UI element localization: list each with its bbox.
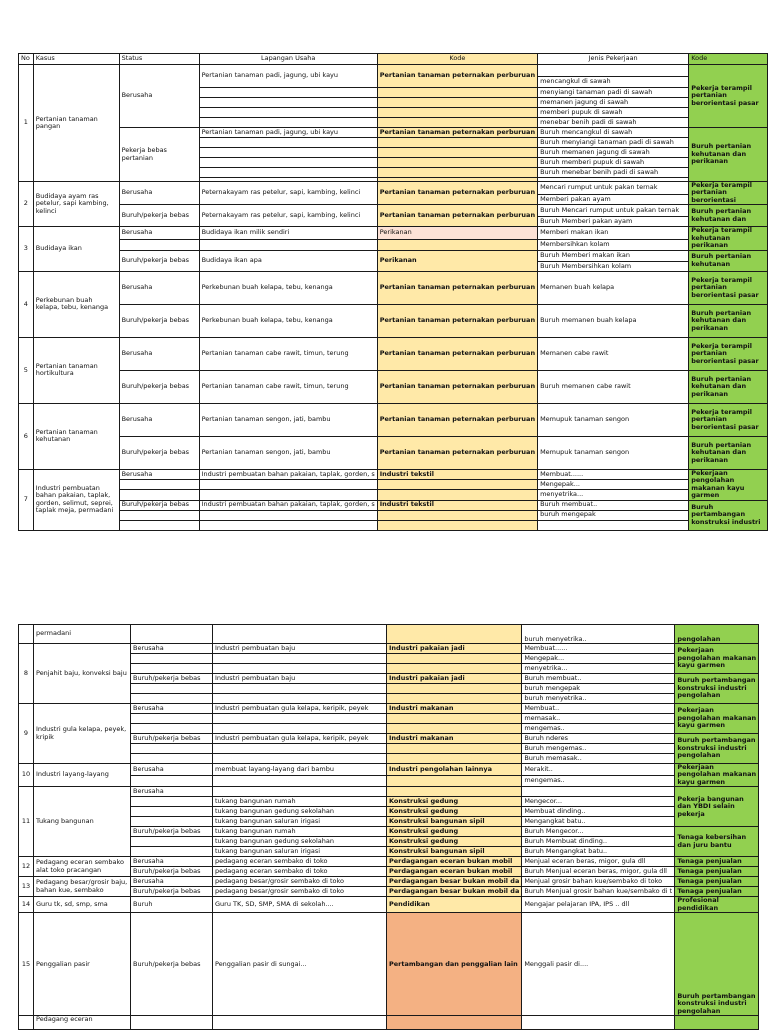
kode-cell: Konstruksi bangunan sipil (387, 847, 522, 857)
lapangan-usaha-cell (199, 480, 377, 490)
kasus-cell: Pedagang besar/grosir baju, bahan kue, sembako (34, 877, 131, 897)
jenis-pekerjaan-cell (538, 520, 689, 530)
kode-2-cell: Buruh pertanian kehutanan dan perikanan (689, 304, 768, 337)
kode-cell (387, 724, 522, 734)
lapangan-usaha-cell: Pertanian tanaman cabe rawit, timun, terung (199, 337, 377, 370)
jenis-pekerjaan-cell: Memupuk tanaman sengon (538, 436, 689, 469)
jenis-pekerjaan-cell: Buruh Mengecor... (522, 827, 675, 837)
kode-2-cell: Buruh pertambangan konstruksi industri pengolahan (675, 674, 759, 704)
kasus-cell: Industri layang-layang (34, 764, 131, 787)
kode-cell (387, 684, 522, 694)
status-cell (131, 625, 213, 644)
jenis-pekerjaan-cell: Buruh Menjual grosir bahan kue/sembako di t (522, 887, 675, 897)
status-cell (119, 490, 199, 500)
kasus-cell: Pedagang eceran sembako alat toko pracangan (34, 857, 131, 877)
jenis-pekerjaan-cell: Merakit.. (522, 764, 675, 776)
jenis-pekerjaan-cell: mencangkul di sawah (538, 77, 689, 88)
status-cell: Buruh/pekerja bebas (131, 674, 213, 684)
row-number: 15 (19, 913, 34, 1016)
jenis-pekerjaan-cell: Menjual eceran beras, migor, gula dll (522, 857, 675, 867)
jenis-pekerjaan-cell: Menjual grosir bahan kue/sembako di toko (522, 877, 675, 887)
kasus-cell: Penjahit baju, konveksi baju (34, 644, 131, 704)
status-cell (131, 664, 213, 674)
header-kode: Kode (377, 54, 537, 65)
jenis-pekerjaan-cell: Mengajar pelajaran IPA, IPS .. dll (522, 897, 675, 913)
status-cell (131, 654, 213, 664)
jenis-pekerjaan-cell: Buruh memberi pupuk di sawah (538, 158, 689, 168)
jenis-pekerjaan-cell: Memberi pakan ayam (538, 194, 689, 205)
jenis-pekerjaan-cell: menyiangi tanaman padi di sawah (538, 88, 689, 98)
kode-cell: Pertanian tanaman peternakan perburuan (377, 370, 537, 403)
jenis-pekerjaan-cell: buruh mengepak (522, 684, 675, 694)
row-number: 4 (19, 271, 34, 337)
jenis-pekerjaan-cell: Buruh menyiangi tanaman padi di sawah (538, 138, 689, 148)
status-cell (119, 520, 199, 530)
status-cell: Berusaha (119, 182, 199, 205)
kode-2-cell: Buruh pertanian kehutanan dan perikanan (689, 436, 768, 469)
kode-cell: Perdagangan besar bukan mobil da (387, 887, 522, 897)
lapangan-usaha-cell (199, 168, 377, 178)
header-status: Status (119, 54, 199, 65)
kode-2-cell: Buruh pertanian kehutanan dan perikanan (689, 128, 768, 182)
kasus-cell: Budidaya ayam ras petelur, sapi kambing, kelinci (33, 182, 119, 227)
kode-2-cell: Pekerja terampil pertanian berorientasi pasar (689, 65, 768, 128)
jenis-pekerjaan-cell: Menggali pasir di.... (522, 913, 675, 1016)
kode-2-cell: Buruh pertanian kehutanan (689, 250, 768, 271)
kode-cell: Konstruksi gedung (387, 827, 522, 837)
lapangan-usaha-cell: Budidaya ikan milik sendiri (199, 227, 377, 239)
kode-cell: Pertambangan dan penggalian lain (387, 913, 522, 1016)
kode-cell: Industri pakaian jadi (387, 644, 522, 654)
status-cell (131, 1016, 213, 1030)
kode-cell (377, 168, 537, 178)
row-number: 1 (19, 65, 34, 182)
kode-cell (377, 118, 537, 128)
kode-cell (387, 714, 522, 724)
kode-2-cell: Pekerja bangunan dan YBDI selain pekerja (675, 787, 759, 827)
jenis-pekerjaan-cell: Membuat...... (538, 469, 689, 479)
jenis-pekerjaan-cell: Buruh membuat.. (522, 674, 675, 684)
status-cell (131, 807, 213, 817)
kode-cell (387, 664, 522, 674)
jenis-pekerjaan-cell: buruh menyetrika.. (522, 694, 675, 704)
lapangan-usaha-cell: Perkebunan buah kelapa, tebu, kenanga (199, 304, 377, 337)
kode-2-cell: Pekerjaan pengolahan makanan kayu garmen (675, 644, 759, 674)
kasus-cell: Pedagang eceran (34, 1016, 131, 1030)
jenis-pekerjaan-cell: Buruh mengemas.. (522, 744, 675, 754)
kode-cell (387, 787, 522, 797)
status-cell: Pekerja bebas pertanian (119, 128, 199, 182)
kode-cell (387, 1016, 522, 1030)
lapangan-usaha-cell (199, 158, 377, 168)
jenis-pekerjaan-cell: Memanen buah kelapa (538, 271, 689, 304)
kode-2-cell: Pekerjaan pengolahan makanan kayu garmen (675, 704, 759, 734)
kode-cell (377, 510, 537, 520)
kode-cell: Perikanan (377, 250, 537, 271)
status-cell: Buruh/pekerja bebas (131, 734, 213, 744)
jenis-pekerjaan-cell: Buruh Mencari rumput untuk pakan ternak (538, 205, 689, 217)
kode-cell: Pertanian tanaman peternakan perburuan (377, 337, 537, 370)
kode-cell: Perdagangan eceran bukan mobil (387, 867, 522, 877)
kode-cell: Pertanian tanaman peternakan perburuan (377, 271, 537, 304)
lapangan-usaha-cell (213, 684, 387, 694)
status-cell (119, 480, 199, 490)
jenis-pekerjaan-cell: Mengangkat batu.. (522, 817, 675, 827)
status-cell: Buruh/pekerja bebas (119, 250, 199, 271)
kode-2-cell: Tenaga penjualan (675, 887, 759, 897)
jenis-pekerjaan-cell: mengemas.. (522, 775, 675, 787)
jenis-pekerjaan-cell: buruh menyetrika.. (522, 625, 675, 644)
status-cell (131, 775, 213, 787)
kode-cell: Industri pakaian jadi (387, 674, 522, 684)
row-number: 3 (19, 227, 34, 271)
kode-cell: Perdagangan eceran bukan mobil (387, 857, 522, 867)
kode-cell: Pertanian tanaman peternakan perburuan (377, 182, 537, 205)
kode-cell: Konstruksi gedung (387, 837, 522, 847)
lapangan-usaha-cell: tukang bangunan saluran irigasi (213, 847, 387, 857)
row-number (19, 1016, 34, 1030)
lapangan-usaha-cell: pedagang besar/grosir sembako di toko (213, 887, 387, 897)
lapangan-usaha-cell: Industri pembuatan bahan pakaian, taplak, gorden, s (199, 500, 377, 510)
kode-cell: Pertanian tanaman peternakan perburuan (377, 436, 537, 469)
status-cell: Buruh/pekerja bebas (131, 887, 213, 897)
kode-2-cell: Tenaga penjualan (675, 877, 759, 887)
kode-cell: Industri makanan (387, 704, 522, 714)
kode-cell (377, 108, 537, 118)
row-number (19, 625, 34, 644)
kode-2-cell: Pekerja terampil pertanian berorientasi pasar (689, 337, 768, 370)
lapangan-usaha-cell (213, 744, 387, 754)
jenis-pekerjaan-cell: memanen jagung di sawah (538, 98, 689, 108)
kode-2-cell: Buruh pertambangan konstruksi industri pengolahan (675, 913, 759, 1016)
lapangan-usaha-cell (213, 714, 387, 724)
status-cell: Berusaha (131, 857, 213, 867)
lapangan-usaha-cell: Peternakayam ras petelur, sapi, kambing, kelinci (199, 205, 377, 227)
jenis-pekerjaan-cell: menyetrika... (522, 664, 675, 674)
jenis-pekerjaan-cell: Buruh Membuat dinding.. (522, 837, 675, 847)
kode-cell (387, 754, 522, 764)
jenis-pekerjaan-cell: buruh mengepak (538, 510, 689, 520)
jenis-pekerjaan-cell: memasak.. (522, 714, 675, 724)
kode-cell (387, 775, 522, 787)
table-header-row (19, 54, 768, 65)
status-cell (131, 847, 213, 857)
jenis-pekerjaan-cell: Buruh Memberi pakan ayam (538, 217, 689, 227)
status-cell: Berusaha (131, 764, 213, 776)
lapangan-usaha-cell (199, 148, 377, 158)
kasus-cell: Industri gula kelapa, peyek, kripik (34, 704, 131, 764)
kode-cell: Pertanian tanaman peternakan perburuan (377, 304, 537, 337)
status-cell (131, 694, 213, 704)
kode-cell (387, 744, 522, 754)
lapangan-usaha-cell: Perkebunan buah kelapa, tebu, kenanga (199, 271, 377, 304)
status-cell: Berusaha (119, 227, 199, 239)
kode-2-cell: Pekerja terampil pertanian berorientasi pasar (689, 403, 768, 436)
kode-cell: Pertanian tanaman peternakan perburuan (377, 128, 537, 138)
status-cell (119, 239, 199, 250)
job-classification-table-continued (18, 624, 759, 1030)
status-cell: Buruh/pekerja bebas (131, 827, 213, 837)
jenis-pekerjaan-cell: Buruh memasak.. (522, 754, 675, 764)
lapangan-usaha-cell: Industri pembuatan gula kelapa, keripik, peyek (213, 704, 387, 714)
row-number: 14 (19, 897, 34, 913)
kode-cell (377, 98, 537, 108)
page-gap (0, 535, 768, 630)
jenis-pekerjaan-cell: Buruh mencangkul di sawah (538, 128, 689, 138)
kode-2-cell: Pekerja terampil kehutanan perikanan (689, 227, 768, 250)
kode-2-cell: Pekerja terampil pertanian berorientasi pasar (689, 271, 768, 304)
kode-cell: Konstruksi gedung (387, 797, 522, 807)
jenis-pekerjaan-cell: Buruh Memberi makan ikan (538, 250, 689, 261)
kode-cell: Pertanian tanaman peternakan perburuan (377, 65, 537, 88)
status-cell: Buruh/pekerja bebas (131, 913, 213, 1016)
jenis-pekerjaan-cell (538, 65, 689, 77)
status-cell (131, 797, 213, 807)
lapangan-usaha-cell: Industri pembuatan baju (213, 674, 387, 684)
lapangan-usaha-cell (199, 138, 377, 148)
kasus-cell: Perkebunan buah kelapa, tebu, kenanga (33, 271, 119, 337)
kode-2-cell: Buruh pertambangan konstruksi industri pengolahan (675, 734, 759, 764)
kasus-cell: Pertanian tanaman pangan (33, 65, 119, 182)
jenis-pekerjaan-cell: Buruh nderes (522, 734, 675, 744)
kode-2-cell: Profesional pendidikan (675, 897, 759, 913)
lapangan-usaha-cell: membuat layang-layang dari bambu (213, 764, 387, 776)
lapangan-usaha-cell (199, 108, 377, 118)
status-cell (119, 510, 199, 520)
row-number: 10 (19, 764, 34, 787)
lapangan-usaha-cell (213, 754, 387, 764)
jenis-pekerjaan-cell: memberi pupuk di sawah (538, 108, 689, 118)
status-cell: Buruh (131, 897, 213, 913)
kode-cell: Industri tekstil (377, 500, 537, 510)
jenis-pekerjaan-cell: Buruh membuat.. (538, 500, 689, 510)
row-number: 7 (19, 469, 34, 530)
kode-cell (387, 694, 522, 704)
status-cell: Buruh/pekerja bebas (119, 205, 199, 227)
kode-cell: Konstruksi gedung (387, 807, 522, 817)
kode-2-cell: Pekerja terampil pertanian berorientasi (689, 182, 768, 205)
kode-2-cell: Buruh pertanian kehutanan dan (689, 205, 768, 227)
lapangan-usaha-cell: tukang bangunan gedung sekolahan (213, 837, 387, 847)
status-cell: Buruh/pekerja bebas (119, 304, 199, 337)
kode-cell: Pendidikan (387, 897, 522, 913)
status-cell (131, 724, 213, 734)
kode-2-cell: Tenaga kebersihan dan juru bantu (675, 827, 759, 857)
lapangan-usaha-cell: Budidaya ikan apa (199, 250, 377, 271)
lapangan-usaha-cell: Industri pembuatan bahan pakaian, taplak, gorden, s (199, 469, 377, 479)
kasus-cell: Budidaya ikan (33, 227, 119, 271)
kode-cell: Pertanian tanaman peternakan perburuan (377, 403, 537, 436)
status-cell: Berusaha (131, 787, 213, 797)
kode-cell (387, 625, 522, 644)
kode-cell (377, 158, 537, 168)
row-number: 5 (19, 337, 34, 403)
jenis-pekerjaan-cell: Memanen cabe rawit (538, 337, 689, 370)
kasus-cell: permadani (34, 625, 131, 644)
kasus-cell: Guru tk, sd, smp, sma (34, 897, 131, 913)
lapangan-usaha-cell (199, 239, 377, 250)
status-cell: Berusaha (131, 877, 213, 887)
kode-cell: Perikanan (377, 227, 537, 239)
jenis-pekerjaan-cell: Memberi makan ikan (538, 227, 689, 239)
kode-2-cell: Pekerjaan pengolahan makanan kayu garmen (675, 764, 759, 787)
job-classification-table (18, 53, 768, 531)
lapangan-usaha-cell (213, 724, 387, 734)
kode-2-cell: pengolahan (675, 625, 759, 644)
status-cell: Berusaha (119, 337, 199, 370)
lapangan-usaha-cell (199, 510, 377, 520)
jenis-pekerjaan-cell: Membuat...... (522, 644, 675, 654)
jenis-pekerjaan-cell: Mengepak... (538, 480, 689, 490)
status-cell: Berusaha (119, 65, 199, 128)
status-cell: Buruh/pekerja bebas (119, 436, 199, 469)
jenis-pekerjaan-cell: Membersihkan kolam (538, 239, 689, 250)
lapangan-usaha-cell: Peternakayam ras petelur, sapi, kambing, kelinci (199, 182, 377, 205)
lapangan-usaha-cell: Guru TK, SD, SMP, SMA di sekolah.... (213, 897, 387, 913)
kode-2-cell: Buruh pertambangan konstruksi industri (689, 500, 768, 530)
jenis-pekerjaan-cell (522, 787, 675, 797)
kasus-cell: Pertanian tanaman kehutanan (33, 403, 119, 469)
jenis-pekerjaan-cell: Mengecor... (522, 797, 675, 807)
jenis-pekerjaan-cell: Membuat dinding.. (522, 807, 675, 817)
lapangan-usaha-cell (213, 625, 387, 644)
kode-cell: Industri tekstil (377, 469, 537, 479)
row-number: 8 (19, 644, 34, 704)
kode-cell (377, 490, 537, 500)
lapangan-usaha-cell: Penggalian pasir di sungai... (213, 913, 387, 1016)
status-cell (131, 817, 213, 827)
lapangan-usaha-cell: tukang bangunan gedung sekolahan (213, 807, 387, 817)
lapangan-usaha-cell: pedagang besar/grosir sembako di toko (213, 877, 387, 887)
row-number: 2 (19, 182, 34, 227)
kode-cell: Perdagangan besar bukan mobil da (387, 877, 522, 887)
header-lapangan-usaha: Lapangan Usaha (199, 54, 377, 65)
header-kode-2: Kode (689, 54, 768, 65)
lapangan-usaha-cell: Pertanian tanaman sengon, jati, bambu (199, 403, 377, 436)
lapangan-usaha-cell: tukang bangunan saluran irigasi (213, 817, 387, 827)
kode-2-cell: Tenaga penjualan (675, 857, 759, 867)
lapangan-usaha-cell: pedagang eceran sembako di toko (213, 867, 387, 877)
row-number: 12 (19, 857, 34, 877)
row-number: 6 (19, 403, 34, 469)
kode-cell (377, 148, 537, 158)
kode-cell (377, 480, 537, 490)
kasus-cell: Pertanian tanaman hortikultura (33, 337, 119, 403)
jenis-pekerjaan-cell: Buruh memanen cabe rawit (538, 370, 689, 403)
kasus-cell: Penggalian pasir (34, 913, 131, 1016)
jenis-pekerjaan-cell: mengemas.. (522, 724, 675, 734)
jenis-pekerjaan-cell: menebar benih padi di sawah (538, 118, 689, 128)
lapangan-usaha-cell: Industri pembuatan gula kelapa, keripik, peyek (213, 734, 387, 744)
kode-cell (377, 239, 537, 250)
kode-cell (377, 520, 537, 530)
jenis-pekerjaan-cell (522, 1016, 675, 1030)
kode-2-cell: Pekerjaan pengolahan makanan kayu garmen (689, 469, 768, 500)
lapangan-usaha-cell (213, 694, 387, 704)
kode-cell (377, 138, 537, 148)
lapangan-usaha-cell: Pertanian tanaman padi, jagung, ubi kayu (199, 65, 377, 88)
kasus-cell: Tukang bangunan (34, 787, 131, 857)
status-cell (131, 684, 213, 694)
jenis-pekerjaan-cell: menyetrika... (538, 490, 689, 500)
status-cell: Berusaha (119, 403, 199, 436)
lapangan-usaha-cell (213, 1016, 387, 1030)
status-cell (131, 754, 213, 764)
row-number: 9 (19, 704, 34, 764)
header-kasus: Kasus (33, 54, 119, 65)
row-number: 11 (19, 787, 34, 857)
lapangan-usaha-cell (213, 654, 387, 664)
lapangan-usaha-cell (199, 490, 377, 500)
lapangan-usaha-cell: tukang bangunan rumah (213, 827, 387, 837)
lapangan-usaha-cell (199, 88, 377, 98)
status-cell (131, 837, 213, 847)
header-jenis-pekerjaan: Jenis Pekerjaan (538, 54, 689, 65)
status-cell (131, 744, 213, 754)
kode-cell (377, 88, 537, 98)
status-cell: Berusaha (131, 644, 213, 654)
lapangan-usaha-cell (199, 98, 377, 108)
lapangan-usaha-cell (213, 775, 387, 787)
jenis-pekerjaan-cell: Buruh Menjual eceran beras, migor, gula dll (522, 867, 675, 877)
lapangan-usaha-cell (213, 664, 387, 674)
jenis-pekerjaan-cell: Mengepak... (522, 654, 675, 664)
kasus-cell: Industri pembuatan bahan pakaian, taplak, gorden, selimut, seprei, taplak meja, permadani (33, 469, 119, 530)
jenis-pekerjaan-cell: Memupuk tanaman sengon (538, 403, 689, 436)
kode-cell: Industri makanan (387, 734, 522, 744)
status-cell: Berusaha (131, 704, 213, 714)
status-cell: Buruh/pekerja bebas (119, 500, 199, 510)
jenis-pekerjaan-cell: Buruh Membersihkan kolam (538, 261, 689, 271)
jenis-pekerjaan-cell: Mencari rumput untuk pakan ternak (538, 182, 689, 195)
jenis-pekerjaan-cell: Membuat.. (522, 704, 675, 714)
lapangan-usaha-cell: Pertanian tanaman sengon, jati, bambu (199, 436, 377, 469)
lapangan-usaha-cell (199, 520, 377, 530)
status-cell: Buruh/pekerja bebas (131, 867, 213, 877)
kode-2-cell: Tenaga penjualan (675, 867, 759, 877)
lapangan-usaha-cell: pedagang eceran sembako di toko (213, 857, 387, 867)
status-cell (131, 714, 213, 724)
lapangan-usaha-cell: Pertanian tanaman padi, jagung, ubi kayu (199, 128, 377, 138)
kode-cell: Konstruksi bangunan sipil (387, 817, 522, 827)
status-cell: Berusaha (119, 271, 199, 304)
status-cell: Berusaha (119, 469, 199, 479)
lapangan-usaha-cell: tukang bangunan rumah (213, 797, 387, 807)
lapangan-usaha-cell (213, 787, 387, 797)
jenis-pekerjaan-cell: Buruh memanen jagung di sawah (538, 148, 689, 158)
kode-2-cell: Buruh pertanian kehutanan dan perikanan (689, 370, 768, 403)
document-page-2 (0, 630, 768, 1024)
status-cell: Buruh/pekerja bebas (119, 370, 199, 403)
jenis-pekerjaan-cell: Buruh menebar benih padi di sawah (538, 168, 689, 178)
lapangan-usaha-cell: Industri pembuatan baju (213, 644, 387, 654)
lapangan-usaha-cell (199, 118, 377, 128)
jenis-pekerjaan-cell: Buruh memanen buah kelapa (538, 304, 689, 337)
jenis-pekerjaan-cell: Buruh Mengangkat batu.. (522, 847, 675, 857)
kode-cell: Pertanian tanaman peternakan perburuan (377, 205, 537, 227)
kode-cell (387, 654, 522, 664)
kode-cell: Industri pengolahan lainnya (387, 764, 522, 776)
kode-2-cell (675, 1016, 759, 1030)
header-no: No (19, 54, 34, 65)
lapangan-usaha-cell: Pertanian tanaman cabe rawit, timun, terung (199, 370, 377, 403)
row-number: 13 (19, 877, 34, 897)
